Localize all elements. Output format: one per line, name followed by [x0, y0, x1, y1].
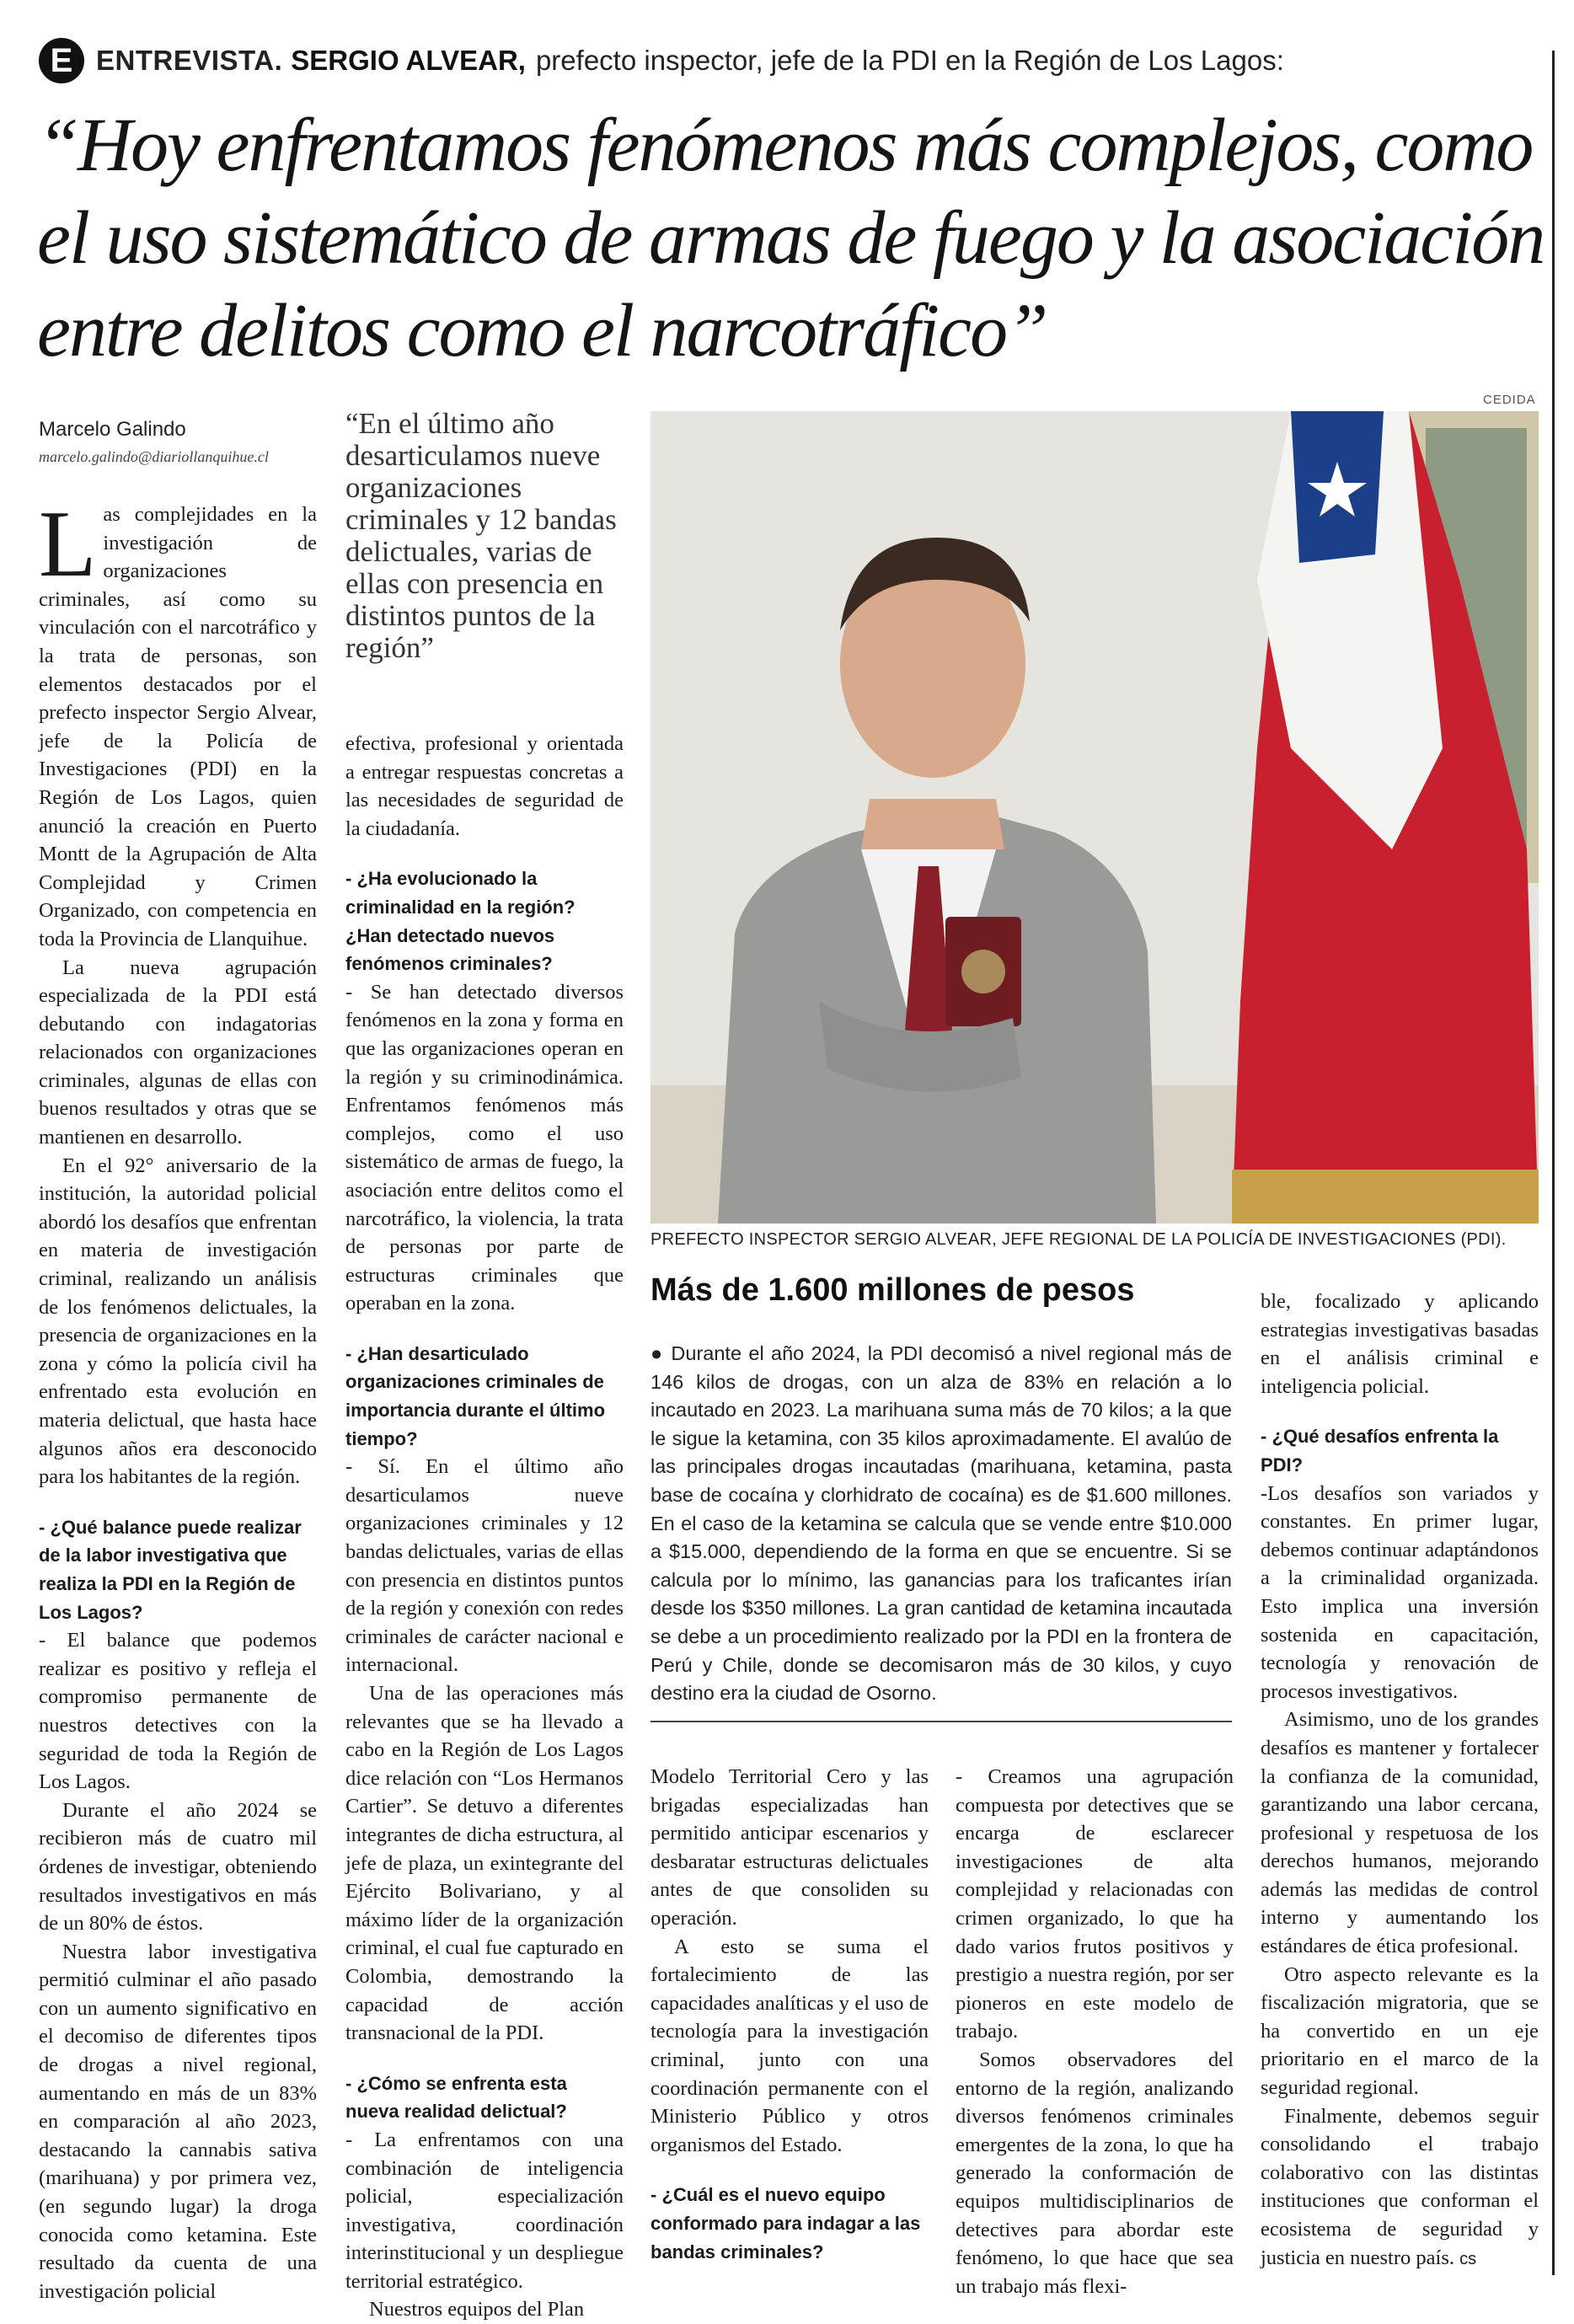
answer: - Se han detectado diversos fenómenos en la zona y forma en que las organizaciones operan en la región y su criminodinámica. Enfrentamos fenómenos más complejos, como el uso sistemático de armas de fuego, la asociación entre delitos como el narcotráfico, la violencia, la trata de personas por parte de estructuras criminales que operaban en la zona. — [345, 980, 624, 1315]
question: - ¿Ha evolucionado la criminalidad en la región? ¿Han detectado nuevos fenómenos criminales? — [345, 868, 576, 975]
column-2 — [345, 730, 624, 2324]
answer: - El balance que podemos realizar es positivo y refleja el compromiso permanente de nuestros detectives con la seguridad de toda la Región de Los Lagos. — [39, 1629, 317, 1794]
paragraph: Nuestros equipos del Plan — [369, 2298, 585, 2321]
byline — [39, 418, 317, 466]
answer: - Creamos una agrupación compuesta por detectives que se encarga de esclarecer investigaciones de alta complejidad y relacionadas con crimen organizado, lo que ha dado varios frutos positivos y prestigio a nuestra región, por ser pioneros en este modelo de trabajo. — [956, 1765, 1234, 2043]
drop-cap: L — [39, 492, 97, 597]
paragraph: Asimismo, uno de los grandes desafíos es mantener y fortalecer la confianza de la comunidad, garantizando una labor cercana, profesional y respetuosa de los derechos humanos, mejorando además las medidas de control interno y aumentando los estándares de ética profesional. — [1261, 1708, 1539, 1958]
right-column-rule — [1552, 51, 1555, 2275]
paragraph: ble, focalizado y aplicando estrategias investigativas basadas en el análisis criminal e inteligencia policial. — [1261, 1290, 1539, 1398]
question: - ¿Cómo se enfrenta esta nueva realidad delictual? — [345, 2072, 567, 2123]
paragraph: efectiva, profesional y orientada a entregar respuestas concretas a las necesidades de seguridad de la ciudadanía. — [345, 732, 624, 840]
paragraph: Nuestra labor investigativa permitió culminar el año pasado con un aumento significativo en el decomiso de diferentes tipos de drogas a nivel regional, aumentando en más de un 83% en comparación al año 2023, destacando la cannabis sativa (marihuana) y por primera vez, (en segundo lugar) la droga conocida como ketamina. Este resultado da cuenta de una investigación policial — [39, 1940, 317, 2303]
author-email: marcelo.galindo@diariollanquihue.cl — [39, 448, 269, 465]
paragraph: Modelo Territorial Cero y las brigadas especializadas han permitido anticipar escenarios y desbaratar estructuras delictuales antes de que consoliden su operación. — [650, 1765, 929, 1930]
paragraph: A esto se suma el fortalecimiento de las capacidades analíticas y el uso de tecnología para la investigación criminal, junto con una coordinación permanente con el Ministerio Público y otros organismos del Estado. — [650, 1935, 929, 2156]
box-title: Más de 1.600 millones de pesos — [650, 1272, 1135, 1308]
question: - ¿Cuál es el nuevo equipo conformado para indagar a las bandas criminales? — [650, 2184, 921, 2262]
kicker-name: SERGIO ALVEAR, — [291, 45, 526, 76]
box-body: ● Durante el año 2024, la PDI decomisó a nivel regional más de 146 kilos de drogas, con un alza de 83% en relación a lo incautado en 2023. La marihuana suma más de 70 kilos; a la que le sigue la ketamina, con 35 kilos aproximadamente. El avalúo de las principales drogas incautadas (marihuana, ketamina, pasta base de cocaína y clorhidrato de cocaína) es de $1.600 millones. En el caso de la ketamina se calcula que se vende entre $10.000 a $15.000, dependiendo de la forma en que se encuentre. Si se calcula por lo mínimo, las ganancias para los traficantes irían desde los $350 millones. La gran cantidad de ketamina incautada se debe a un procedimiento realizado por la PDI en la frontera de Perú y Chile, donde se decomisaron más de 30 kilos, y cuyo destino era la ciudad de Osorno. — [650, 1342, 1232, 1705]
headline: “Hoy enfrentamos fenómenos más complejos, como el uso sistemático de armas de fuego y la asociación entre delitos como el narcotráfico” — [37, 104, 1545, 372]
answer: - La enfrentamos con una combinación de inteligencia policial, especialización investigativa, coordinación interinstitucional y un despliegue territorial estratégico. — [345, 2128, 624, 2293]
photo-caption: PREFECTO INSPECTOR SERGIO ALVEAR, JEFE REGIONAL DE LA POLICÍA DE INVESTIGACIONES (PDI). — [650, 1230, 1507, 1249]
paragraph: Somos observadores del entorno de la región, analizando diversos fenómenos criminales emergentes de la zona, lo que ha generado la conformación de equipos multidisciplinarios de detectives para abordar este fenómeno, lo que hace que sea un trabajo más flexi- — [956, 2048, 1234, 2298]
column-3 — [650, 1763, 929, 2266]
kicker-label: ENTREVISTA. — [96, 45, 283, 76]
answer: -Los desafíos son variados y constantes. En primer lugar, debemos continuar adaptándonos a la criminalidad organizada. Esto implica una inversión sostenida en capacitación, tecnología y renovación de procesos investigativos. — [1261, 1481, 1539, 1703]
paragraph: Finalmente, debemos seguir consolidando el trabajo colaborativo con las distintas instituciones que conforman el ecosistema de seguridad y justicia en nuestro país. cs — [1261, 2104, 1539, 2269]
author-name: Marcelo Galindo — [39, 418, 186, 441]
portrait-photo — [650, 411, 1539, 1224]
kicker-role: prefecto inspector, jefe de la PDI en la Región de Los Lagos: — [535, 45, 1284, 76]
question: - ¿Qué balance puede realizar de la labor investigativa que realiza la PDI en la Región de Los Lagos? — [39, 1516, 302, 1623]
pull-quote: “En el último año desarticulamos nueve organizaciones criminales y 12 bandas delictuales, varias de ellas con presencia en distintos puntos de la región” — [345, 407, 617, 664]
paragraph: Otro aspecto relevante es la fiscalización migratoria, que se ha convertido en un eje prioritario en el marco de la seguridad regional. — [1261, 1963, 1539, 2100]
column-1 — [39, 492, 317, 2305]
question: - ¿Han desarticulado organizaciones criminales de importancia durante el último tiempo? — [345, 1342, 606, 1449]
question: - ¿Qué desafíos enfrenta la PDI? — [1261, 1426, 1499, 1475]
answer: - Sí. En el último año desarticulamos nueve organizaciones criminales y 12 bandas delictuales, varias de ellas con presencia en distintos puntos de la región y conexión con redes criminales de carácter nacional e internacional. — [345, 1455, 624, 1677]
intro-paragraph: Las complejidades en la investigación de organizaciones criminales, así como su vinculación con el narcotráfico y la trata de personas, son elementos destacados por el prefecto inspector Sergio Alvear, jefe de la Policía de Investigaciones (PDI) en la Región de Los Lagos, quien anunció la creación en Puerto Montt de la Agrupación de Alta Complejidad y Crimen Organizado, con competencia en toda la Provincia de Llanquihue. — [39, 492, 317, 950]
portrait-illustration — [650, 411, 1539, 1224]
paragraph: En el 92° aniversario de la institución, la autoridad policial abordó los desafíos que enfrentan en materia de investigación criminal, realizando un análisis de los fenómenos delictuales, la presencia de organizaciones en la zona y cómo la policía civil ha enfrentado esta evolución en materia delictual, que hasta hace algunos años era desconocido para los habitantes de la región. — [39, 1154, 317, 1489]
column-4 — [956, 1763, 1234, 2300]
paragraph: Durante el año 2024 se recibieron más de cuatro mil órdenes de investigar, obteniendo resultados investigativos en más de un 80% de éstos. — [39, 1798, 317, 1936]
section-kicker — [39, 35, 1284, 86]
section-badge: E — [39, 38, 84, 83]
box-rule — [650, 1721, 1232, 1722]
paragraph: La nueva agrupación especializada de la PDI está debutando con indagatorias relacionados con organizaciones criminales, algunas de ellas con buenos resultados y otras que se mantienen en desarrollo. — [39, 956, 317, 1149]
column-5 — [1261, 1288, 1539, 2273]
photo-credit: CEDIDA — [1483, 393, 1536, 407]
paragraph: Una de las operaciones más relevantes que se ha llevado a cabo en la Región de Los Lagos dice relación con “Los Hermanos Cartier”. Se detuvo a diferentes integrantes de dicha estructura, al jefe de plaza, un exintegrante del Ejército Bolivariano, y al máximo líder de la organización criminal, el cual fue capturado en Colombia, demostrando la capacidad de acción transnacional de la PDI. — [345, 1682, 624, 2045]
end-mark: cs — [1459, 2249, 1477, 2268]
